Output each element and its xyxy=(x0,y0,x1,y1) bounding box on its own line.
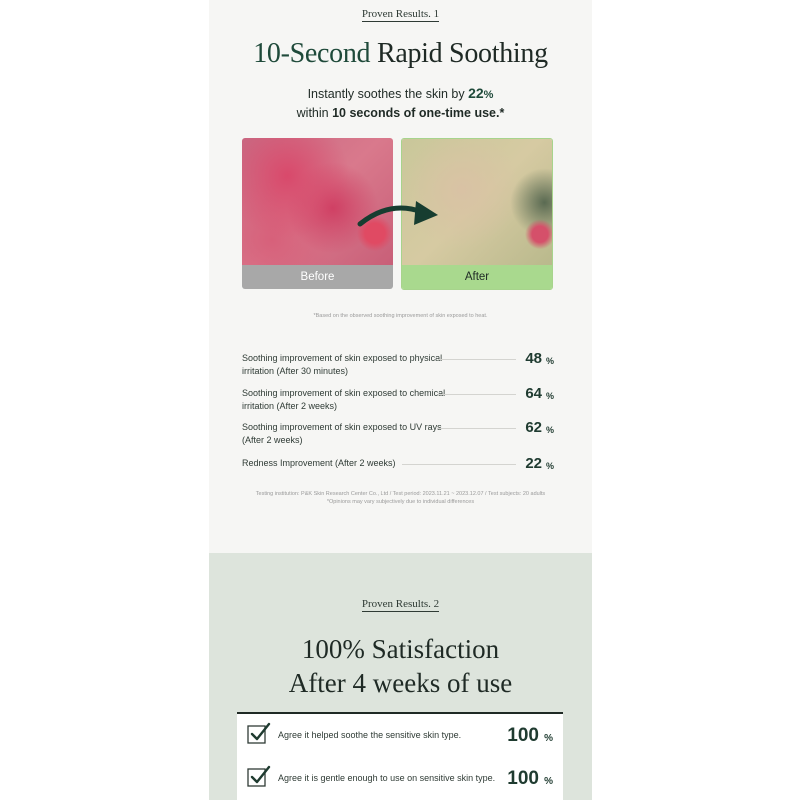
stat-divider xyxy=(438,359,516,360)
stat-divider xyxy=(438,394,516,395)
curved-arrow-icon xyxy=(356,198,440,232)
stat-value: 48 xyxy=(525,350,542,367)
testing-institution-note: Testing institution: P&K Skin Research Center Co., Ltd / Test period: 2023.11.21 ~ 2023.12.07 / Test subjects: 20 adults xyxy=(255,491,546,497)
stat-divider xyxy=(402,464,516,465)
stat-row xyxy=(242,421,554,449)
stat-row xyxy=(242,457,554,473)
checkmark-icon xyxy=(247,722,271,746)
checkmark-icon xyxy=(247,765,271,789)
section2-title-line1: 100% Satisfaction xyxy=(301,634,500,664)
stat-label: Soothing improvement of skin exposed to chemical irritation (After 2 weeks) xyxy=(242,388,446,411)
satisfaction-item-value: 100 xyxy=(507,768,539,789)
stat-value: 62 xyxy=(525,419,542,436)
stat-value: 64 xyxy=(525,385,542,402)
stat-row xyxy=(242,352,554,380)
photo-footnote: *Based on the observed soothing improvement of skin exposed to heat. xyxy=(313,313,488,319)
before-label: Before xyxy=(242,265,393,289)
opinion-disclaimer: *Opinions may vary subjectively due to individual differences xyxy=(326,499,475,505)
stat-unit: % xyxy=(545,391,554,401)
stat-unit: % xyxy=(545,356,554,366)
stat-unit: % xyxy=(545,461,554,471)
stat-row xyxy=(242,387,554,415)
section2-badge: Proven Results. 2 xyxy=(361,598,440,610)
section1-badge: Proven Results. 1 xyxy=(361,8,440,20)
satisfaction-item-value: 100 xyxy=(507,725,539,746)
section1-subtitle: Instantly soothes the skin by 22% within 10 seconds of one-time use.* xyxy=(296,85,505,120)
stat-divider xyxy=(438,428,516,429)
stat-value: 22 xyxy=(525,455,542,472)
satisfaction-item xyxy=(237,757,563,800)
testing-note xyxy=(209,490,592,506)
section2-title xyxy=(209,632,592,700)
stat-unit: % xyxy=(545,425,554,435)
satisfaction-item-unit: % xyxy=(544,733,553,744)
stat-label: Redness Improvement (After 2 weeks) xyxy=(242,458,396,468)
satisfaction-item xyxy=(237,712,563,757)
satisfaction-item-text: Agree it is gentle enough to use on sensitive skin type. xyxy=(278,773,496,783)
after-label: After xyxy=(402,265,552,289)
section2-title-line2: After 4 weeks of use xyxy=(288,668,513,698)
section1-title: 10-Second Rapid Soothing xyxy=(253,38,548,69)
stat-label: Soothing improvement of skin exposed to physical irritation (After 30 minutes) xyxy=(242,353,443,376)
satisfaction-item-text: Agree it helped soothe the sensitive skin type. xyxy=(278,730,462,740)
stat-label: Soothing improvement of skin exposed to UV rays (After 2 weeks) xyxy=(242,422,442,445)
satisfaction-item-unit: % xyxy=(544,776,553,787)
